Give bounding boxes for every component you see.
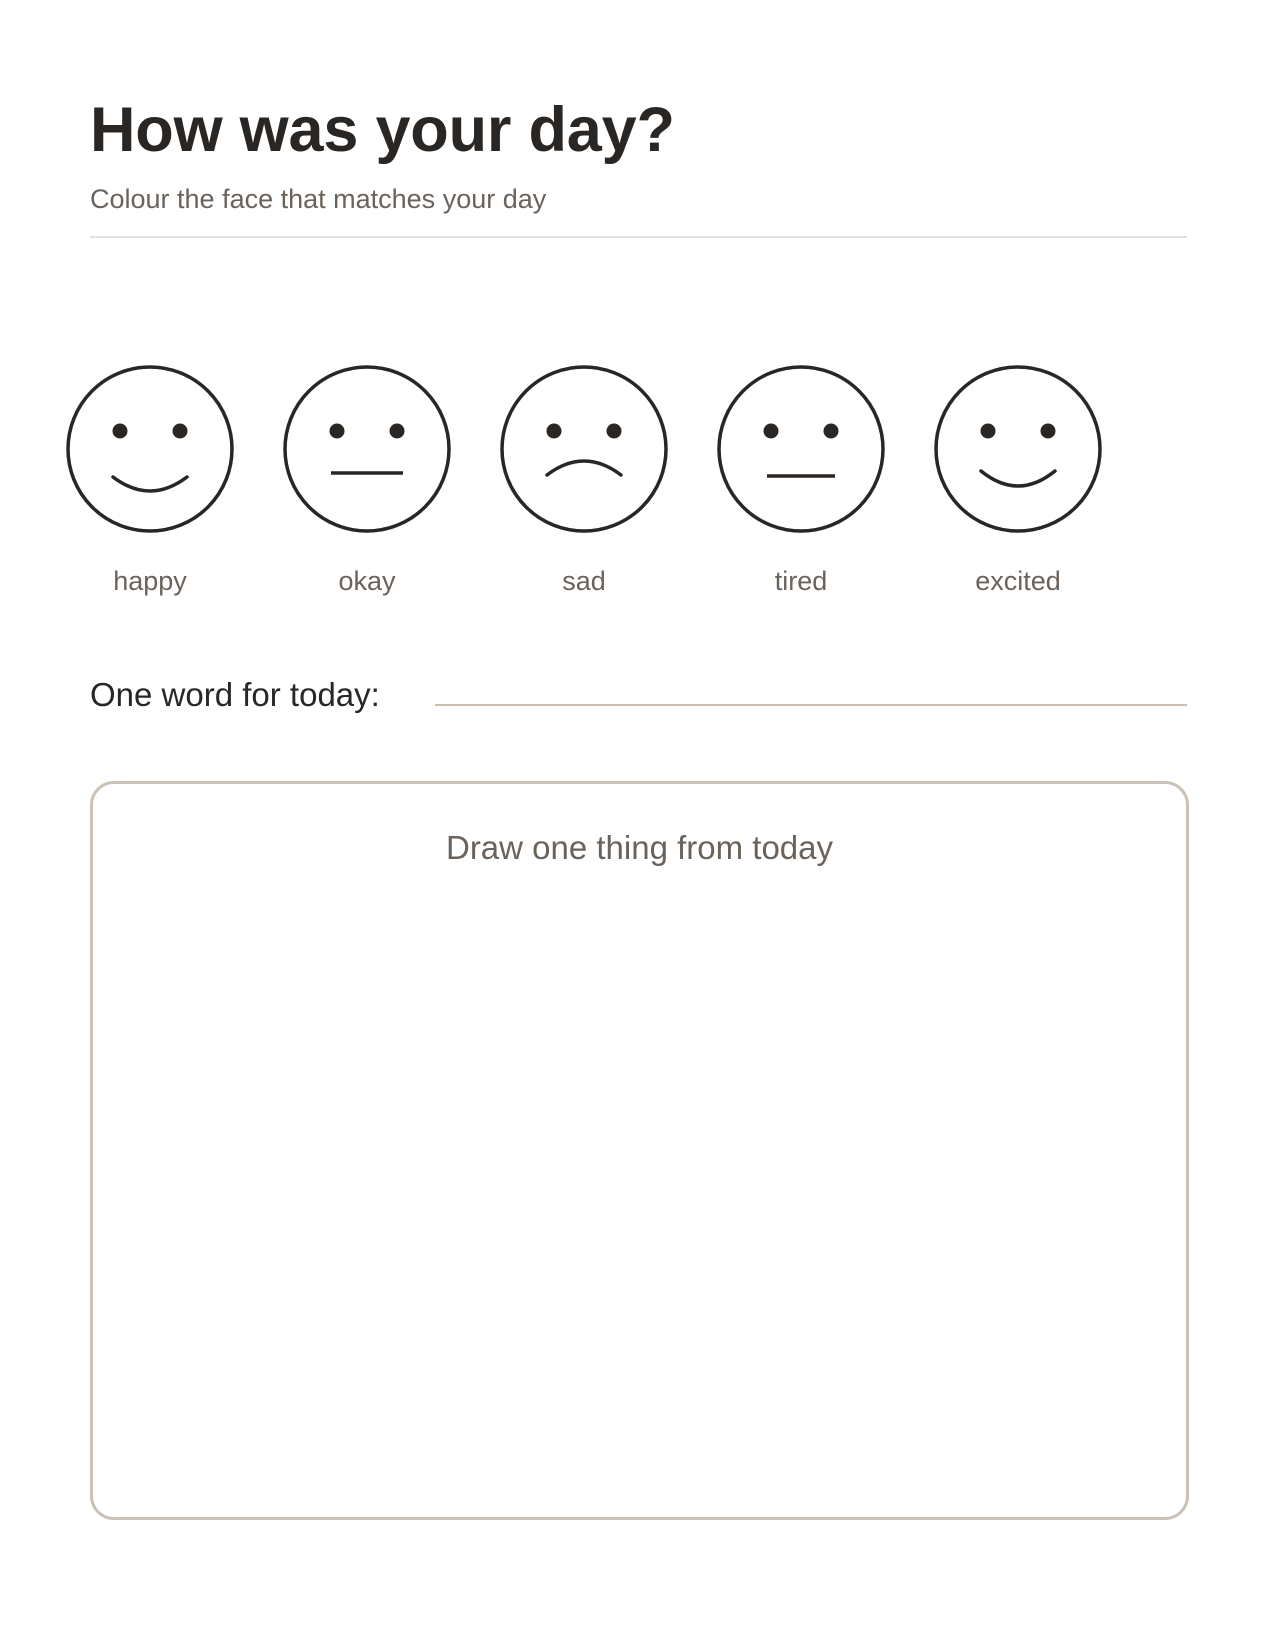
one-word-answer-line[interactable] bbox=[435, 704, 1187, 706]
neutral-face-icon bbox=[282, 364, 452, 534]
face-label-okay: okay bbox=[338, 566, 396, 596]
face-excited[interactable] bbox=[933, 364, 1103, 534]
smiley-face-icon bbox=[65, 364, 235, 534]
drawing-area[interactable] bbox=[90, 781, 1189, 1520]
page-subtitle: Colour the face that matches your day bbox=[90, 184, 547, 214]
sad-face-icon bbox=[499, 364, 669, 534]
face-okay[interactable] bbox=[282, 364, 452, 534]
face-label-sad: sad bbox=[562, 566, 606, 596]
face-label-happy: happy bbox=[113, 566, 187, 596]
one-word-label: One word for today: bbox=[90, 676, 380, 713]
face-sad[interactable] bbox=[499, 364, 669, 534]
face-happy[interactable] bbox=[65, 364, 235, 534]
face-label-tired: tired bbox=[774, 566, 828, 596]
face-label-excited: excited bbox=[975, 566, 1061, 596]
face-tired[interactable] bbox=[716, 364, 886, 534]
drawing-prompt: Draw one thing from today bbox=[445, 829, 834, 866]
page-title: How was your day? bbox=[90, 95, 675, 165]
header-divider bbox=[90, 236, 1187, 238]
excited-face-icon bbox=[933, 364, 1103, 534]
tired-face-icon bbox=[716, 364, 886, 534]
